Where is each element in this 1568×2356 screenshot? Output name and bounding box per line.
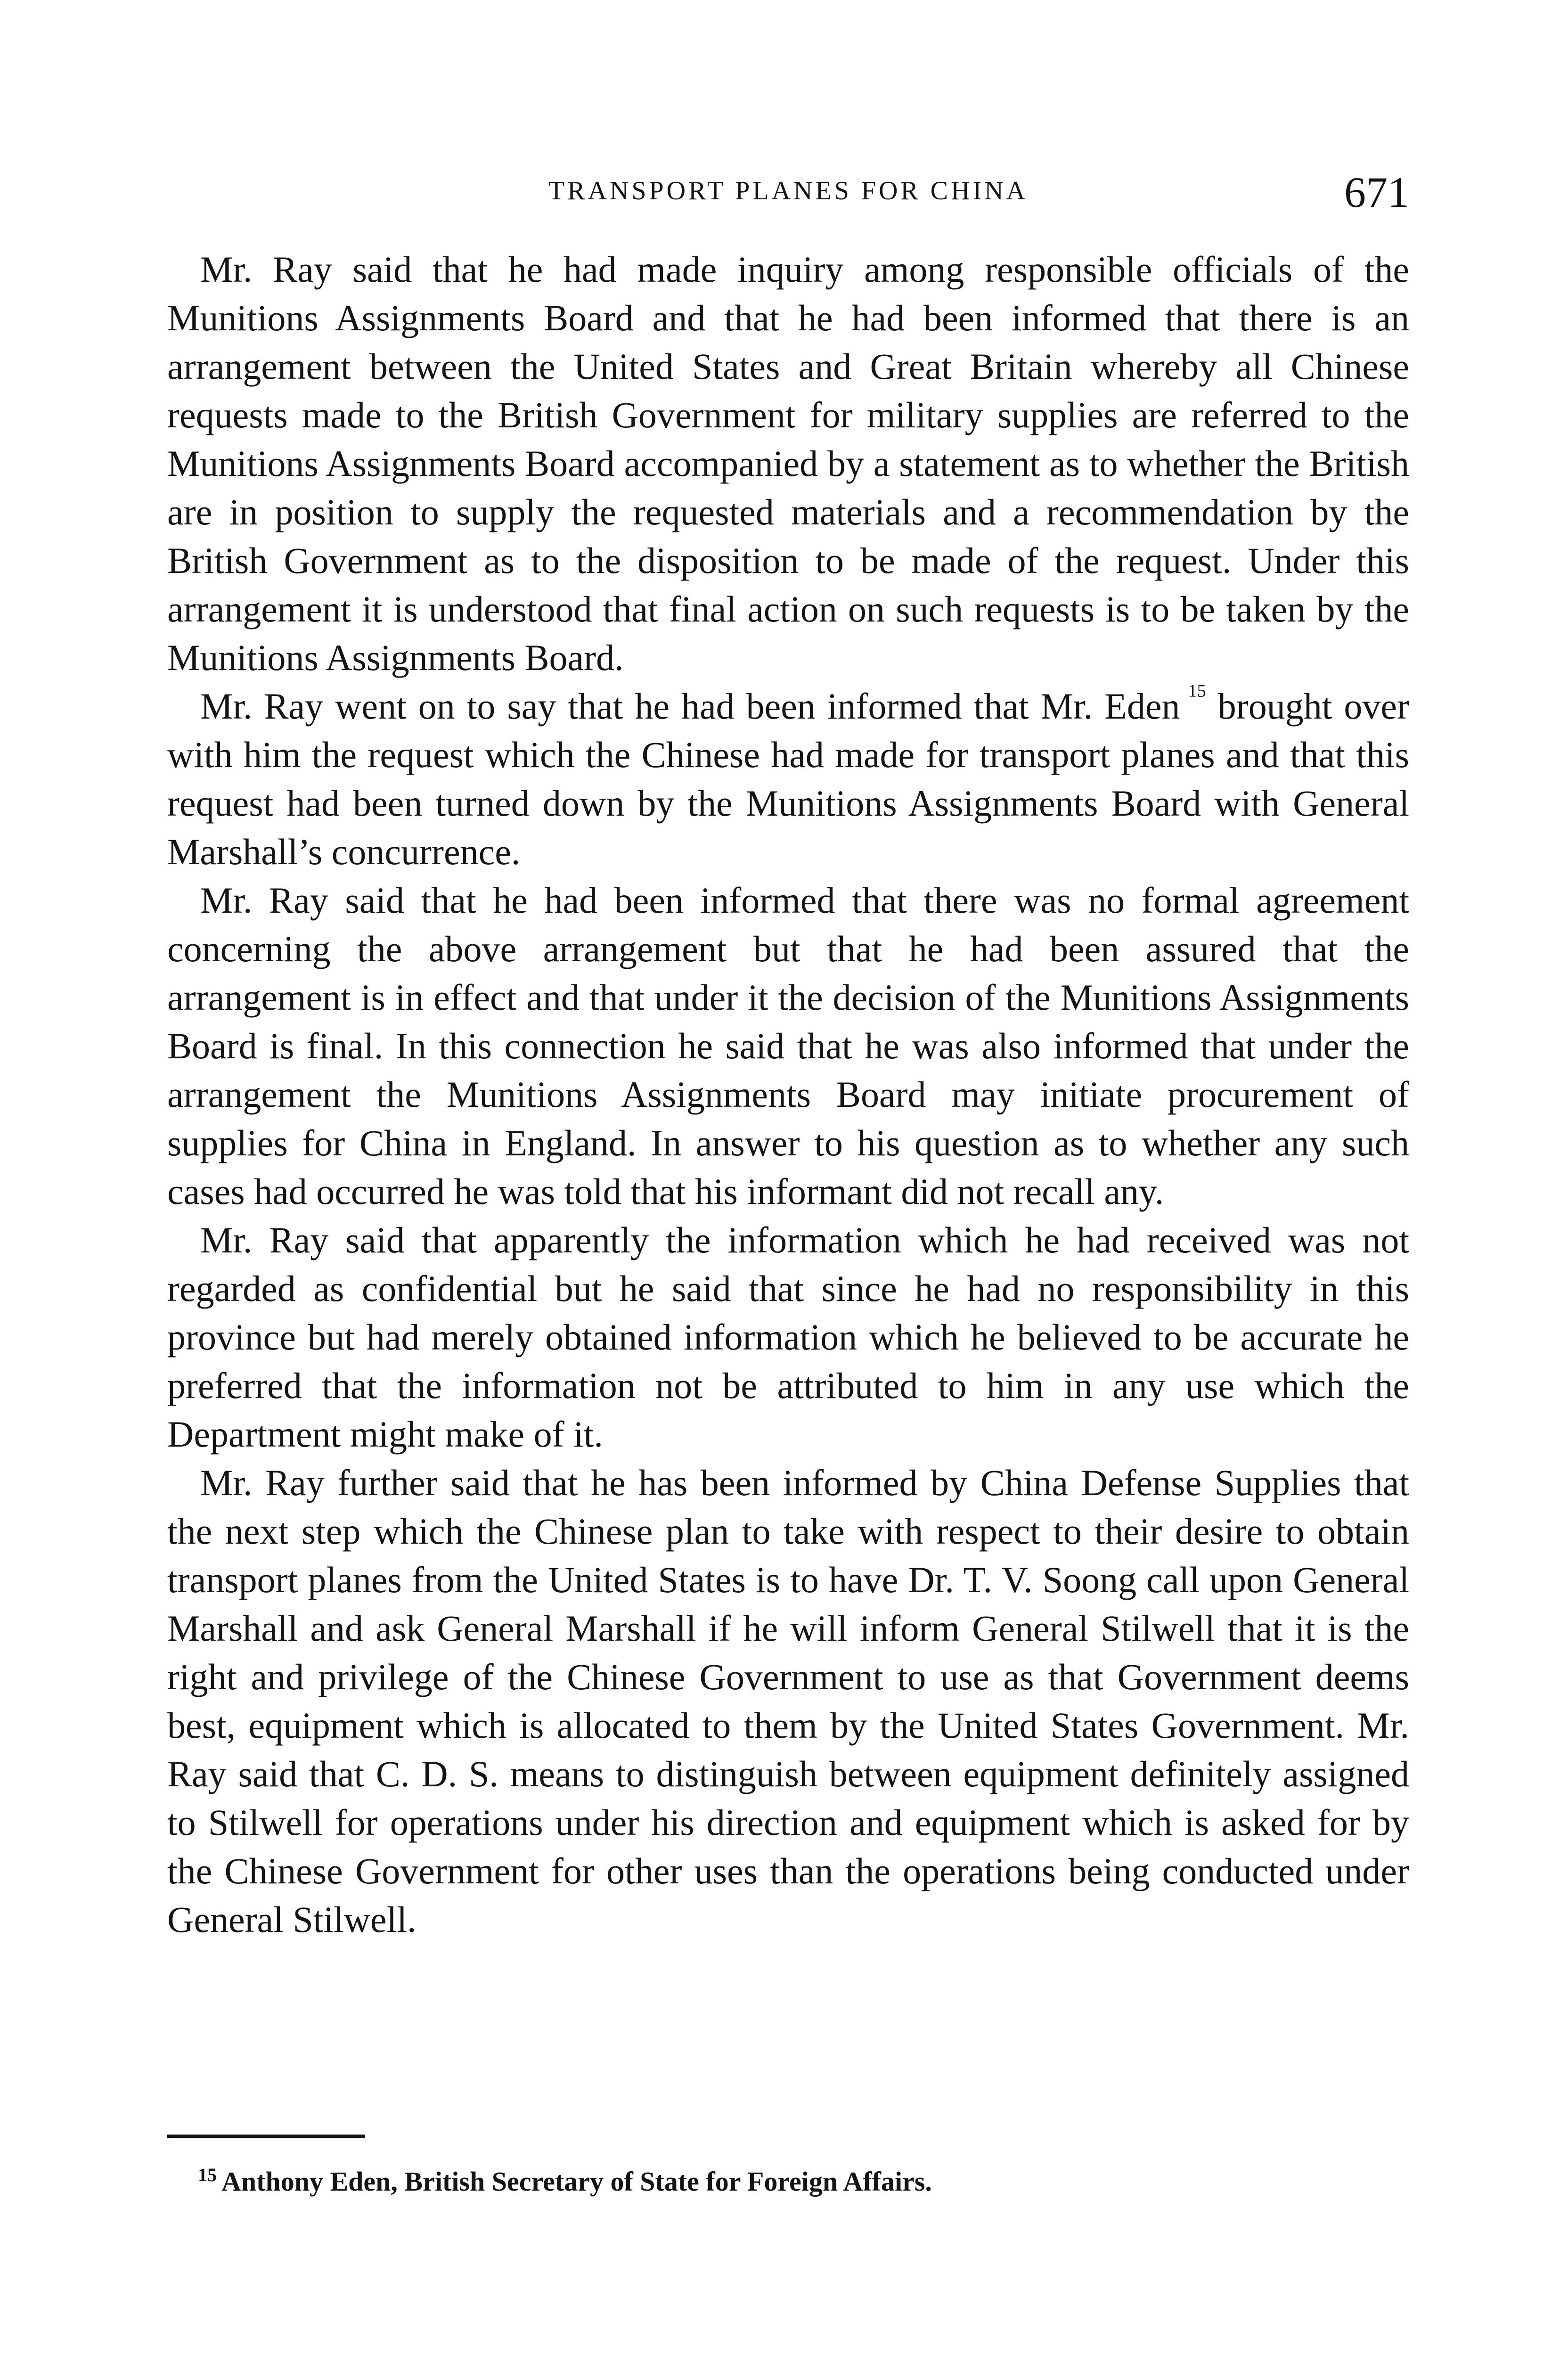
page-number: 671: [1344, 168, 1409, 216]
paragraph: [167, 1458, 1409, 1944]
footnote-divider: [167, 2135, 365, 2138]
body-text: [167, 245, 1409, 1944]
paragraph: [167, 876, 1409, 1216]
paragraph-text: Mr. Ray further said that he has been informed by China Defense Supplies that the next step which the Chinese plan to take with respect to their desire to obtain transport planes from the United States is to have Dr. T. V. Soong call upon General Marshall and ask General Marshall if he will inform General Stilwell that it is the right and privilege of the Chinese Government to use as that Government deems best, equipment which is allocated to them by the United States Government. Mr. Ray said that C. D. S. means to distinguish between equipment definitely assigned to Stilwell for operations under his direction and equipment which is asked for by the Chinese Government for other uses than the operations being conducted under General Stilwell.: [167, 1462, 1409, 1940]
paragraph-text: Mr. Ray said that he had been informed that there was no formal agreement concerning the above arrangement but that he had been assured that the arrangement is in effect and that under it the decision of the Munitions Assignments Board is final. In this connection he said that he was also informed that under the arrangement the Munitions Assignments Board may initiate procurement of supplies for China in England. In answer to his question as to whether any such cases had occurred he was told that his informant did not recall any.: [167, 880, 1409, 1212]
footnote-text: Anthony Eden, British Secretary of State for Foreign Affairs.: [221, 2166, 932, 2197]
paragraph: [167, 245, 1409, 682]
footnote-reference[interactable]: 15: [1188, 681, 1206, 701]
paragraph-text-continued: brought over with him the request which the Chinese had made for transport planes and that this request had been turned down by the Munitions Assignments Board with General Marshall’s concurrence.: [167, 686, 1410, 872]
paragraph-text: Mr. Ray said that apparently the information which he had received was not regarded as confidential but he said that since he had no responsibility in this province but had merely obtained information which he believed to be accurate he preferred that the information not be attributed to him in any use which the Department might make of it.: [167, 1219, 1409, 1455]
footnote: [198, 2163, 1376, 2201]
paragraph-text: Mr. Ray went on to say that he had been informed that Mr. Eden: [200, 686, 1180, 727]
running-head: [167, 167, 1409, 219]
paragraph: [167, 1216, 1409, 1458]
paragraph: [167, 682, 1409, 876]
running-title: TRANSPORT PLANES FOR CHINA: [548, 176, 1029, 205]
footnote-mark: 15: [198, 2164, 217, 2185]
paragraph-text: Mr. Ray said that he had made inquiry among responsible officials of the Munitions Assignments Board and that he had been informed that there is an arrangement between the United States and Great Britain whereby all Chinese requests made to the British Government for military supplies are referred to the Munitions Assignments Board accompanied by a statement as to whether the British are in position to supply the requested materials and a recommendation by the British Government as to the disposition to be made of the request. Under this arrangement it is understood that final action on such requests is to be taken by the Munitions Assignments Board.: [167, 249, 1409, 678]
